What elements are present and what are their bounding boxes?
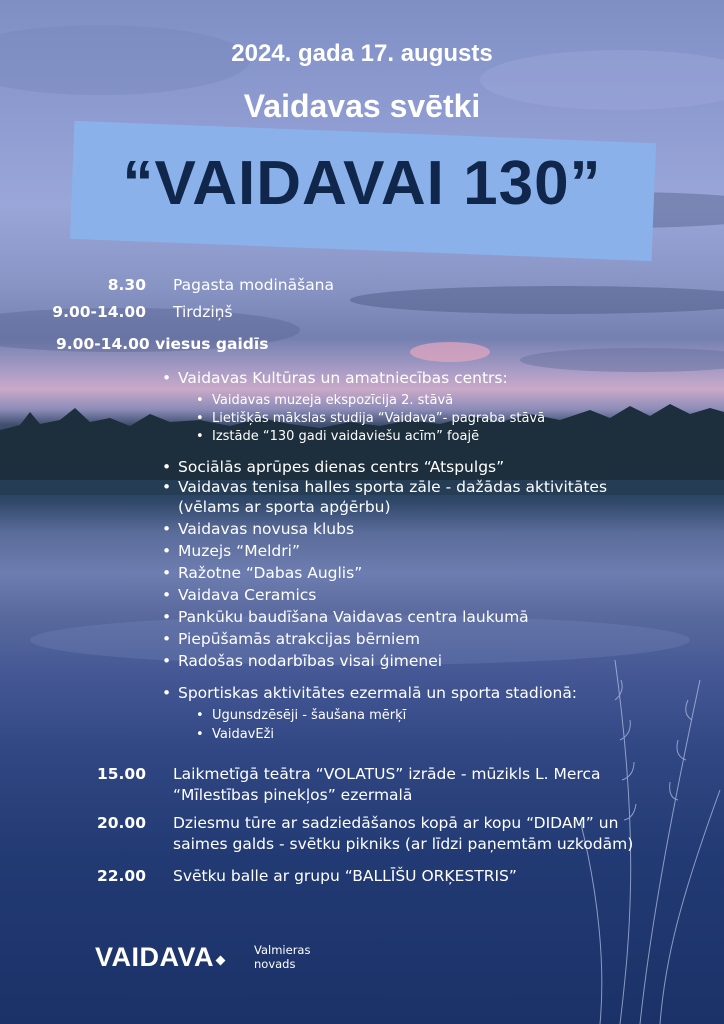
schedule-desc: Pagasta modināšana [173,276,335,294]
schedule-time: 9.00-14.00 [52,303,146,321]
schedule-desc-line2: saimes galds - svētku pikniks (ar līdzi paņemtām uzkodām) [173,835,634,853]
logo-diamond-icon [216,956,226,966]
vaidava-logo: VAIDAVA [95,942,224,973]
guests-heading: 9.00-14.00 viesus gaidīs [56,335,269,353]
schedule-desc: Laikmetīgā teātra “VOLATUS” izrāde - mūzikls L. Merca [173,765,601,783]
schedule-time: 8.30 [107,276,146,294]
schedule-desc: Svētku balle ar grupu “BALLĪŠU ORĶESTRIS” [173,867,517,885]
schedule-time: 22.00 [96,867,146,885]
event-subtitle: Vaidavas svētki [243,88,481,124]
schedule-time: 15.00 [96,765,146,783]
schedule-time: 20.00 [96,814,146,832]
schedule-desc: Tirdziņš [173,303,233,321]
region-label: Valmieras novads [254,943,311,971]
schedule-desc: Dziesmu tūre ar sadziedāšanos kopā ar kopu “DIDAM” un [173,814,619,832]
event-title: “VAIDAVAI 130” [122,149,602,218]
schedule-desc-line2: “Mīlestības pinekļos” ezermalā [173,786,413,804]
event-date: 2024. gada 17. augusts [231,40,493,67]
